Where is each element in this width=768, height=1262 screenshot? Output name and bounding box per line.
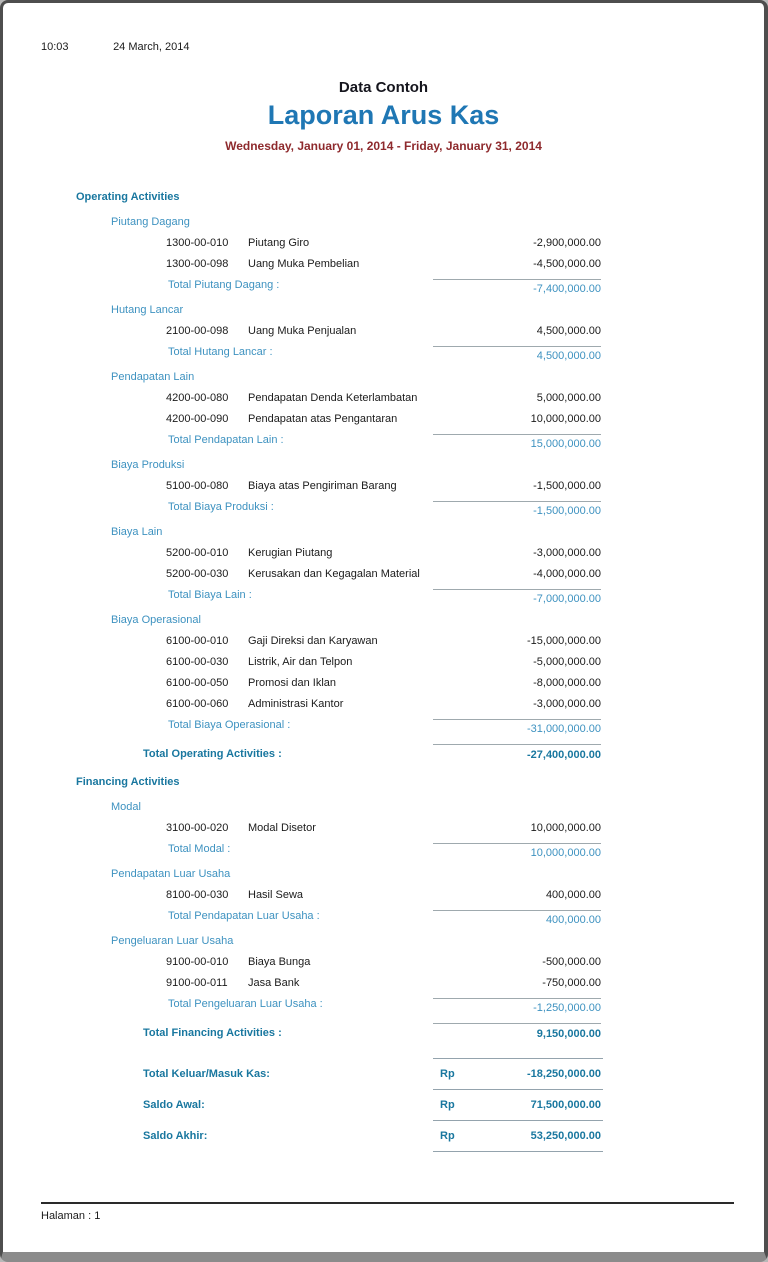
section-total-label: Total Financing Activities :: [143, 1027, 282, 1039]
print-date: 24 March, 2014: [113, 41, 190, 53]
section-total-label: Total Operating Activities :: [143, 748, 282, 760]
account-row: [3, 977, 764, 998]
summary-row: [3, 1058, 764, 1089]
activity-section: [3, 191, 764, 769]
group-rows: [3, 889, 764, 910]
account-code: 6100-00-030: [166, 656, 229, 668]
group-total-amount: -1,250,000.00: [433, 998, 601, 1014]
group-total-row: [3, 501, 764, 522]
account-amount: -2,900,000.00: [533, 237, 601, 249]
summary-amount: 53,250,000.00: [530, 1130, 601, 1142]
account-name: Uang Muka Pembelian: [248, 258, 360, 270]
group-total-row: [3, 998, 764, 1019]
account-amount: 10,000,000.00: [530, 413, 601, 425]
account-code: 1300-00-098: [166, 258, 229, 270]
group-total-label: Total Pengeluaran Luar Usaha :: [168, 998, 323, 1010]
group-rows: [3, 956, 764, 998]
report-title: Laporan Arus Kas: [267, 100, 500, 130]
account-name: Administrasi Kantor: [248, 698, 344, 710]
account-code: 4200-00-080: [166, 392, 229, 404]
account-row: [3, 547, 764, 568]
account-name: Piutang Giro: [248, 237, 310, 249]
section-groups: [3, 801, 764, 1019]
account-name: Promosi dan Iklan: [248, 677, 337, 689]
account-amount: 10,000,000.00: [530, 822, 601, 834]
account-row: [3, 325, 764, 346]
group-total-label: Total Pendapatan Luar Usaha :: [168, 910, 320, 922]
account-amount: -8,000,000.00: [533, 677, 601, 689]
account-code: 5200-00-010: [166, 547, 229, 559]
account-code: 1300-00-010: [166, 237, 229, 249]
summary-label: Saldo Akhir:: [143, 1130, 208, 1142]
account-row: [3, 698, 764, 719]
group-total-amount: 10,000,000.00: [433, 843, 601, 859]
group-name: Pendapatan Lain: [111, 371, 195, 383]
account-name: Gaji Direksi dan Karyawan: [248, 635, 378, 647]
summary-rule: [433, 1058, 603, 1059]
account-group: [3, 935, 764, 1019]
currency-label: Rp: [440, 1130, 455, 1142]
summary-row: [3, 1120, 764, 1151]
group-name: Pendapatan Luar Usaha: [111, 868, 231, 880]
section-total-row: [3, 744, 764, 769]
account-group: [3, 526, 764, 610]
summary-label: Total Keluar/Masuk Kas:: [143, 1068, 270, 1080]
account-row: [3, 656, 764, 677]
account-amount: -5,000,000.00: [533, 656, 601, 668]
account-name: Modal Disetor: [248, 822, 316, 834]
group-total-label: Total Biaya Produksi :: [168, 501, 274, 513]
group-total-row: [3, 719, 764, 740]
account-name: Pendapatan atas Pengantaran: [248, 413, 398, 425]
account-code: 4200-00-090: [166, 413, 229, 425]
report-period: Wednesday, January 01, 2014 - Friday, January 31, 2014: [225, 139, 542, 153]
account-amount: -3,000,000.00: [533, 698, 601, 710]
group-rows: [3, 392, 764, 434]
account-amount: 4,500,000.00: [536, 325, 601, 337]
account-name: Uang Muka Penjualan: [248, 325, 357, 337]
group-name: Pengeluaran Luar Usaha: [111, 935, 234, 947]
group-total-amount: 15,000,000.00: [433, 434, 601, 450]
section-total-row: [3, 1023, 764, 1048]
account-name: Pendapatan Denda Keterlambatan: [248, 392, 418, 404]
account-row: [3, 392, 764, 413]
summary-row: [3, 1089, 764, 1120]
group-name: Piutang Dagang: [111, 216, 190, 228]
summary-rule: [433, 1120, 603, 1121]
group-total-row: [3, 910, 764, 931]
group-name: Hutang Lancar: [111, 304, 184, 316]
summary-rule: [433, 1089, 603, 1090]
account-amount: -500,000.00: [542, 956, 601, 968]
company-subtitle: Data Contoh: [338, 79, 429, 96]
summary-amount: 71,500,000.00: [530, 1099, 601, 1111]
account-group: [3, 801, 764, 864]
activity-section: [3, 776, 764, 1048]
account-code: 2100-00-098: [166, 325, 229, 337]
group-total-label: Total Biaya Lain :: [168, 589, 252, 601]
group-total-row: [3, 843, 764, 864]
group-name: Modal: [111, 801, 141, 813]
account-name: Hasil Sewa: [248, 889, 304, 901]
group-total-label: Total Biaya Operasional :: [168, 719, 291, 731]
account-code: 5100-00-080: [166, 480, 229, 492]
account-amount: -4,000,000.00: [533, 568, 601, 580]
account-name: Listrik, Air dan Telpon: [248, 656, 353, 668]
group-rows: [3, 480, 764, 501]
currency-label: Rp: [440, 1068, 455, 1080]
account-row: [3, 258, 764, 279]
summary-amount: -18,250,000.00: [526, 1068, 601, 1080]
account-amount: -4,500,000.00: [533, 258, 601, 270]
account-amount: 400,000.00: [545, 889, 601, 901]
section-total-amount: 9,150,000.00: [433, 1023, 601, 1040]
account-code: 6100-00-060: [166, 698, 229, 710]
account-row: [3, 237, 764, 258]
group-rows: [3, 237, 764, 279]
group-total-row: [3, 434, 764, 455]
currency-label: Rp: [440, 1099, 455, 1111]
group-total-amount: -1,500,000.00: [433, 501, 601, 517]
group-rows: [3, 325, 764, 346]
group-name: Biaya Operasional: [111, 614, 201, 626]
group-rows: [3, 822, 764, 843]
account-row: [3, 568, 764, 589]
group-rows: [3, 635, 764, 719]
group-total-row: [3, 279, 764, 300]
group-total-row: [3, 346, 764, 367]
account-name: Biaya atas Pengiriman Barang: [248, 480, 397, 492]
group-total-amount: 400,000.00: [433, 910, 601, 926]
header-meta: [41, 41, 190, 53]
group-total-label: Total Piutang Dagang :: [168, 279, 280, 291]
account-amount: -750,000.00: [542, 977, 601, 989]
account-name: Kerusakan dan Kegagalan Material: [248, 568, 420, 580]
group-total-amount: -7,000,000.00: [433, 589, 601, 605]
report-body: [3, 191, 764, 1152]
group-total-amount: -31,000,000.00: [433, 719, 601, 735]
section-title: Operating Activities: [76, 191, 180, 203]
account-name: Biaya Bunga: [248, 956, 311, 968]
account-amount: -3,000,000.00: [533, 547, 601, 559]
account-code: 8100-00-030: [166, 889, 229, 901]
summary-end-rule: [433, 1151, 603, 1152]
group-rows: [3, 547, 764, 589]
group-name: Biaya Lain: [111, 526, 163, 538]
group-name: Biaya Produksi: [111, 459, 185, 471]
account-name: Kerugian Piutang: [248, 547, 333, 559]
account-group: [3, 304, 764, 367]
account-code: 9100-00-011: [166, 977, 228, 989]
page-footer: [41, 1202, 734, 1222]
account-code: 5200-00-030: [166, 568, 229, 580]
group-total-label: Total Pendapatan Lain :: [168, 434, 284, 446]
account-row: [3, 413, 764, 434]
summary-label: Saldo Awal:: [143, 1099, 205, 1111]
account-group: [3, 868, 764, 931]
account-amount: -1,500,000.00: [533, 480, 601, 492]
account-row: [3, 480, 764, 501]
section-title: Financing Activities: [76, 776, 180, 788]
group-total-amount: -7,400,000.00: [433, 279, 601, 295]
account-row: [3, 677, 764, 698]
group-total-label: Total Hutang Lancar :: [168, 346, 273, 358]
account-amount: 5,000,000.00: [536, 392, 601, 404]
group-total-amount: 4,500,000.00: [433, 346, 601, 362]
account-name: Jasa Bank: [248, 977, 300, 989]
summary-block: [3, 1058, 764, 1152]
account-row: [3, 822, 764, 843]
account-row: [3, 956, 764, 977]
account-code: 9100-00-010: [166, 956, 229, 968]
group-total-label: Total Modal :: [168, 843, 231, 855]
account-group: [3, 371, 764, 455]
group-total-row: [3, 589, 764, 610]
print-time: 10:03: [41, 41, 69, 53]
section-total-amount: -27,400,000.00: [433, 744, 601, 761]
account-row: [3, 635, 764, 656]
account-code: 6100-00-010: [166, 635, 229, 647]
page-number: Halaman : 1: [41, 1210, 101, 1222]
account-row: [3, 889, 764, 910]
account-group: [3, 459, 764, 522]
account-amount: -15,000,000.00: [526, 635, 601, 647]
account-group: [3, 614, 764, 740]
account-code: 3100-00-020: [166, 822, 229, 834]
section-groups: [3, 216, 764, 740]
account-code: 6100-00-050: [166, 677, 229, 689]
account-group: [3, 216, 764, 300]
